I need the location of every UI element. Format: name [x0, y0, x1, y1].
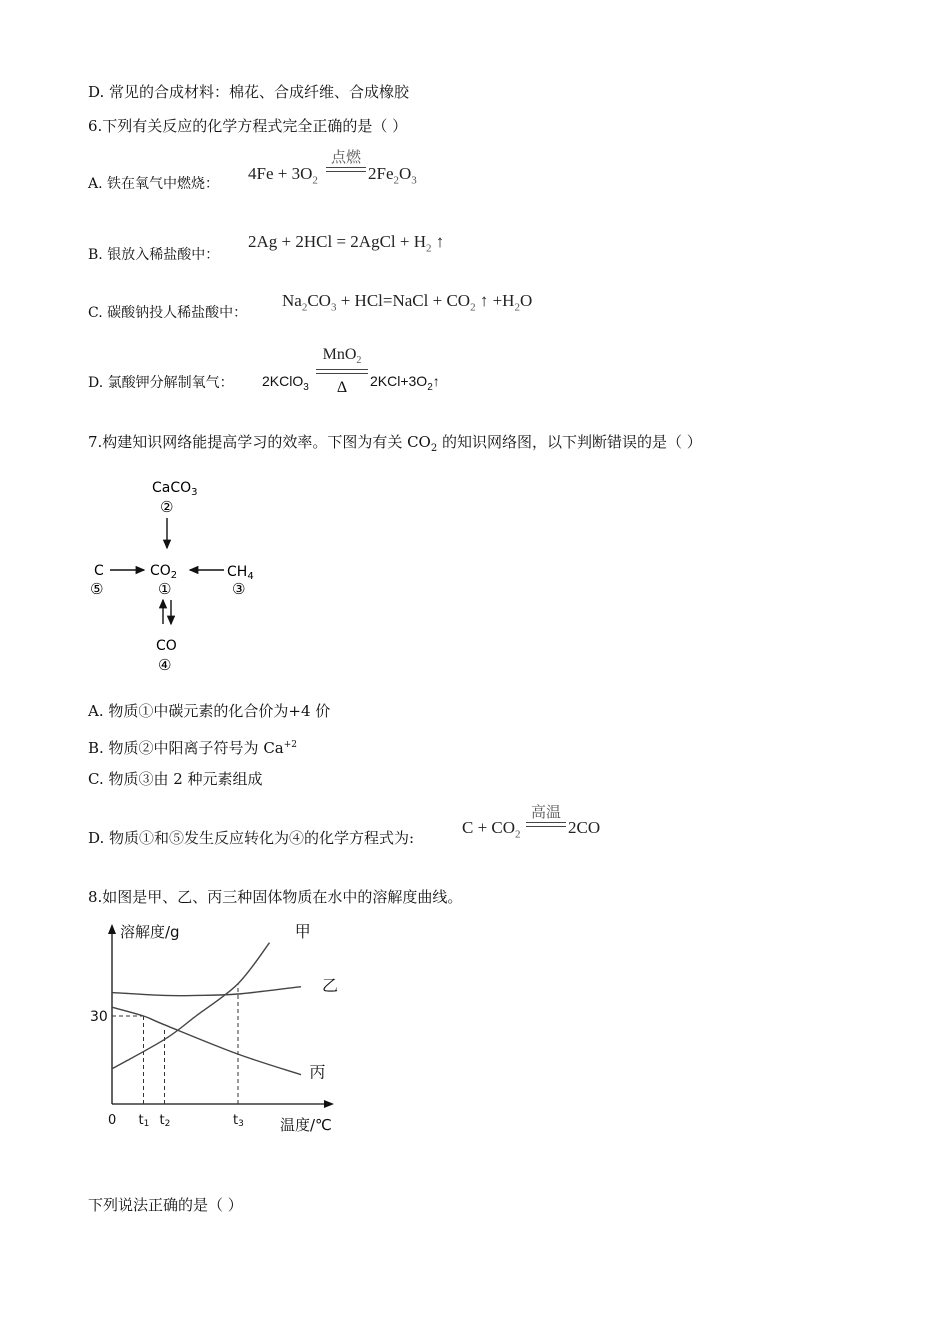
x-axis-label: 温度/℃: [280, 1116, 332, 1134]
node-3-number: ③: [232, 580, 246, 598]
q6-option-a-eq-right: $2Fe_2O_3$: [368, 164, 417, 187]
solubility-curve-chart: [86, 918, 339, 1140]
q6-option-a-condition: 点燃: [326, 146, 366, 172]
q7-option-d-eq-right: 2CO: [568, 818, 601, 837]
x-tick-label-3: t3: [233, 1113, 244, 1129]
q7-option-b: B. 物质②中阳离子符号为 $Ca^{+2}$: [88, 739, 298, 757]
q7-option-d-eq-left: $C + CO_2$: [462, 818, 521, 841]
y-axis-arrowhead: [108, 924, 116, 934]
q6-option-d-label: D. 氯酸钾分解制氧气：: [88, 375, 234, 391]
q6-option-c-label: C. 碳酸钠投人稀盐酸中：: [88, 305, 248, 321]
series-label-1: 甲: [294, 921, 311, 941]
q7-option-c: C. 物质③由 2 种元素组成: [88, 770, 263, 788]
q6-option-c-eq: $Na_2CO_3$ + HCl=NaCl + $CO_2$ ↑ $+H_2O$: [282, 291, 533, 314]
x-tick-label-2: t2: [159, 1113, 171, 1129]
y-axis-label: 溶解度/g: [120, 923, 180, 941]
q8-tail: 下列说法正确的是（ ）: [88, 1196, 243, 1214]
q8-stem: 8.如图是甲、乙、丙三种固体物质在水中的溶解度曲线。: [88, 888, 463, 906]
y-tick-label-0: 30: [90, 1009, 108, 1025]
series-curve-3: [112, 1007, 301, 1074]
node-c: C: [94, 563, 104, 579]
series-curve-1: [112, 943, 270, 1069]
x-tick-label-1: t1: [138, 1113, 150, 1129]
node-co: CO: [156, 638, 177, 654]
node-ch4: $CH_4$: [227, 564, 254, 582]
node-1-number: ①: [158, 580, 172, 598]
q6-option-d-eq-left: 2KClO$_3$: [262, 373, 309, 393]
q5-option-d: D. 常见的合成材料：棉花、合成纤维、合成橡胶: [88, 83, 410, 101]
node-5-number: ⑤: [90, 580, 104, 598]
co2-knowledge-network-diagram: [86, 472, 276, 677]
q7-stem: 7.构建知识网络能提高学习的效率。下图为有关 $CO_2$ 的知识网络图，以下判断错误的是（ ）: [88, 433, 702, 454]
q7-option-d: D. 物质①和⑤发生反应转化为④的化学方程式为:: [88, 829, 415, 847]
q7-option-a: A. 物质①中碳元素的化合价为+4 价: [88, 702, 331, 720]
q6-option-a-eq-left: $4Fe + 3O_2$: [248, 164, 318, 187]
node-co2: $CO_2$: [150, 563, 178, 581]
x-axis-arrowhead: [324, 1100, 334, 1108]
series-label-2: 乙: [322, 976, 339, 996]
q6-option-b-eq: 2Ag + 2HCl = 2AgCl + $H_2$ ↑: [248, 232, 445, 255]
x-tick-label-0: 0: [108, 1113, 117, 1128]
q6-option-a-label: A. 铁在氧气中燃烧：: [88, 176, 220, 192]
q7-option-d-condition: 高温: [526, 801, 566, 827]
node-2-number: ②: [160, 498, 174, 516]
series-label-3: 丙: [309, 1062, 326, 1082]
q6-option-d-condition: MnO$_2$ Δ: [316, 346, 368, 397]
q6-stem: 6.下列有关反应的化学方程式完全正确的是（ ）: [88, 117, 408, 135]
node-caco3: CaCO$_3$: [152, 480, 198, 498]
q6-option-d-eq-right: $2KCl+3O_2↑$: [370, 373, 440, 393]
q6-option-b-label: B. 银放入稀盐酸中：: [88, 247, 220, 263]
series-curve-2: [112, 987, 301, 996]
node-4-number: ④: [158, 656, 172, 674]
